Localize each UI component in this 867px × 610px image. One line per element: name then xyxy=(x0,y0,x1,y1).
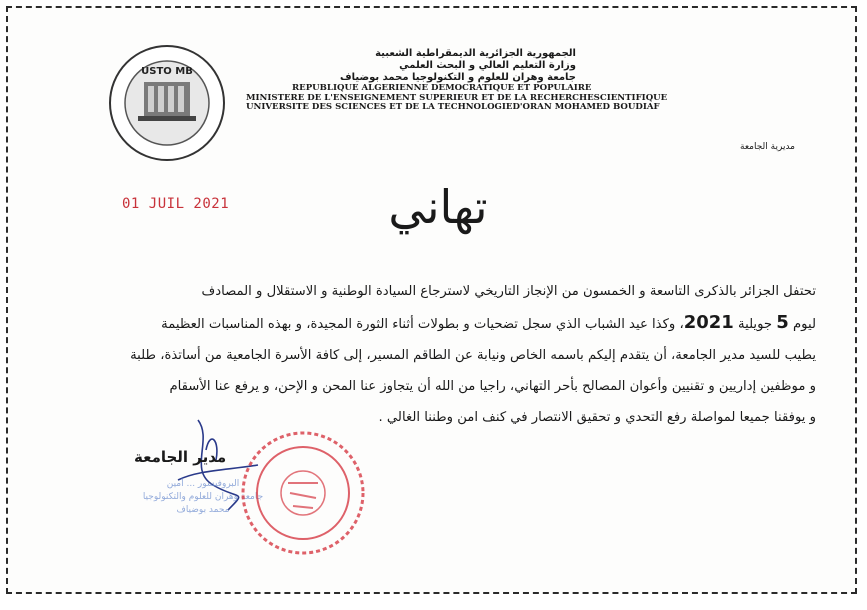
body-line: يطيب للسيد مدير الجامعة، أن يتقدم إليكم باسمه الخاص ونيابة عن الطاقم المسير، إلى كافة الأسرة الجامعية من أساتذة، طلبة xyxy=(130,348,816,363)
university-logo xyxy=(108,44,226,162)
header-ar-republic: الجمهورية الجزائرية الديمقراطية الشعبية xyxy=(375,48,576,59)
issuing-unit: مديرية الجامعة xyxy=(740,142,795,152)
date-stamp: 01 JUIL 2021 xyxy=(122,196,230,212)
svg-text:USTO MB: USTO MB xyxy=(141,66,193,77)
official-seal xyxy=(238,428,368,558)
body-line: تحتفل الجزائر بالذكرى التاسعة و الخمسون من الإنجاز التاريخي لاسترجاع السيادة الوطنية و الاستقلال و المصادف xyxy=(201,284,816,299)
header-fr-republic: REPUBLIQUE ALGERIENNE DEMOCRATIQUE ET POPULAIRE xyxy=(292,83,592,93)
body-line: ليوم 5 جويلية 2021، وكذا عيد الشباب الذي سجل تضحيات و بطولات أثناء الثورة المجيدة، و بهذه المناسبات العظيمة xyxy=(161,312,816,333)
header-ar-ministry: وزارة التعليم العالي و البحث العلمي xyxy=(399,60,576,71)
body-year: 2021 xyxy=(683,312,734,333)
body-line: و يوفقنا جميعا لمواصلة رفع التحدي و تحقيق الانتصار في كنف امن وطننا الغالي . xyxy=(378,410,816,425)
header-ar-university: جامعة وهران للعلوم و التكنولوجيا محمد بوضياف xyxy=(340,72,576,83)
certificate-page xyxy=(6,6,857,594)
signatory-stamp: البروفيسور ... أمين جامعة وهران للعلوم والتكنولوجيا محمد بوضياف xyxy=(142,479,264,515)
page-title: تهاني xyxy=(388,180,488,234)
body-line: و موظفين إداريين و تقنيين وأعوان المصالح بأحر التهاني، راجيا من الله أن يتجاوز عنا المحن و الإحن، و يرفع عنا الأسقام xyxy=(169,379,816,394)
signatory-title: مدير الجامعة xyxy=(134,448,227,466)
letterhead xyxy=(246,48,668,113)
header-fr-university: UNIVERSITE DES SCIENCES ET DE LA TECHNOLOGIED'ORAN MOHAMED BOUDIAF xyxy=(246,102,660,112)
body-day: 5 xyxy=(776,312,789,333)
header-fr-ministry: MINISTERE DE L'ENSEIGNEMENT SUPERIEUR ET DE LA RECHERCHESCIENTIFIQUE xyxy=(246,92,668,103)
